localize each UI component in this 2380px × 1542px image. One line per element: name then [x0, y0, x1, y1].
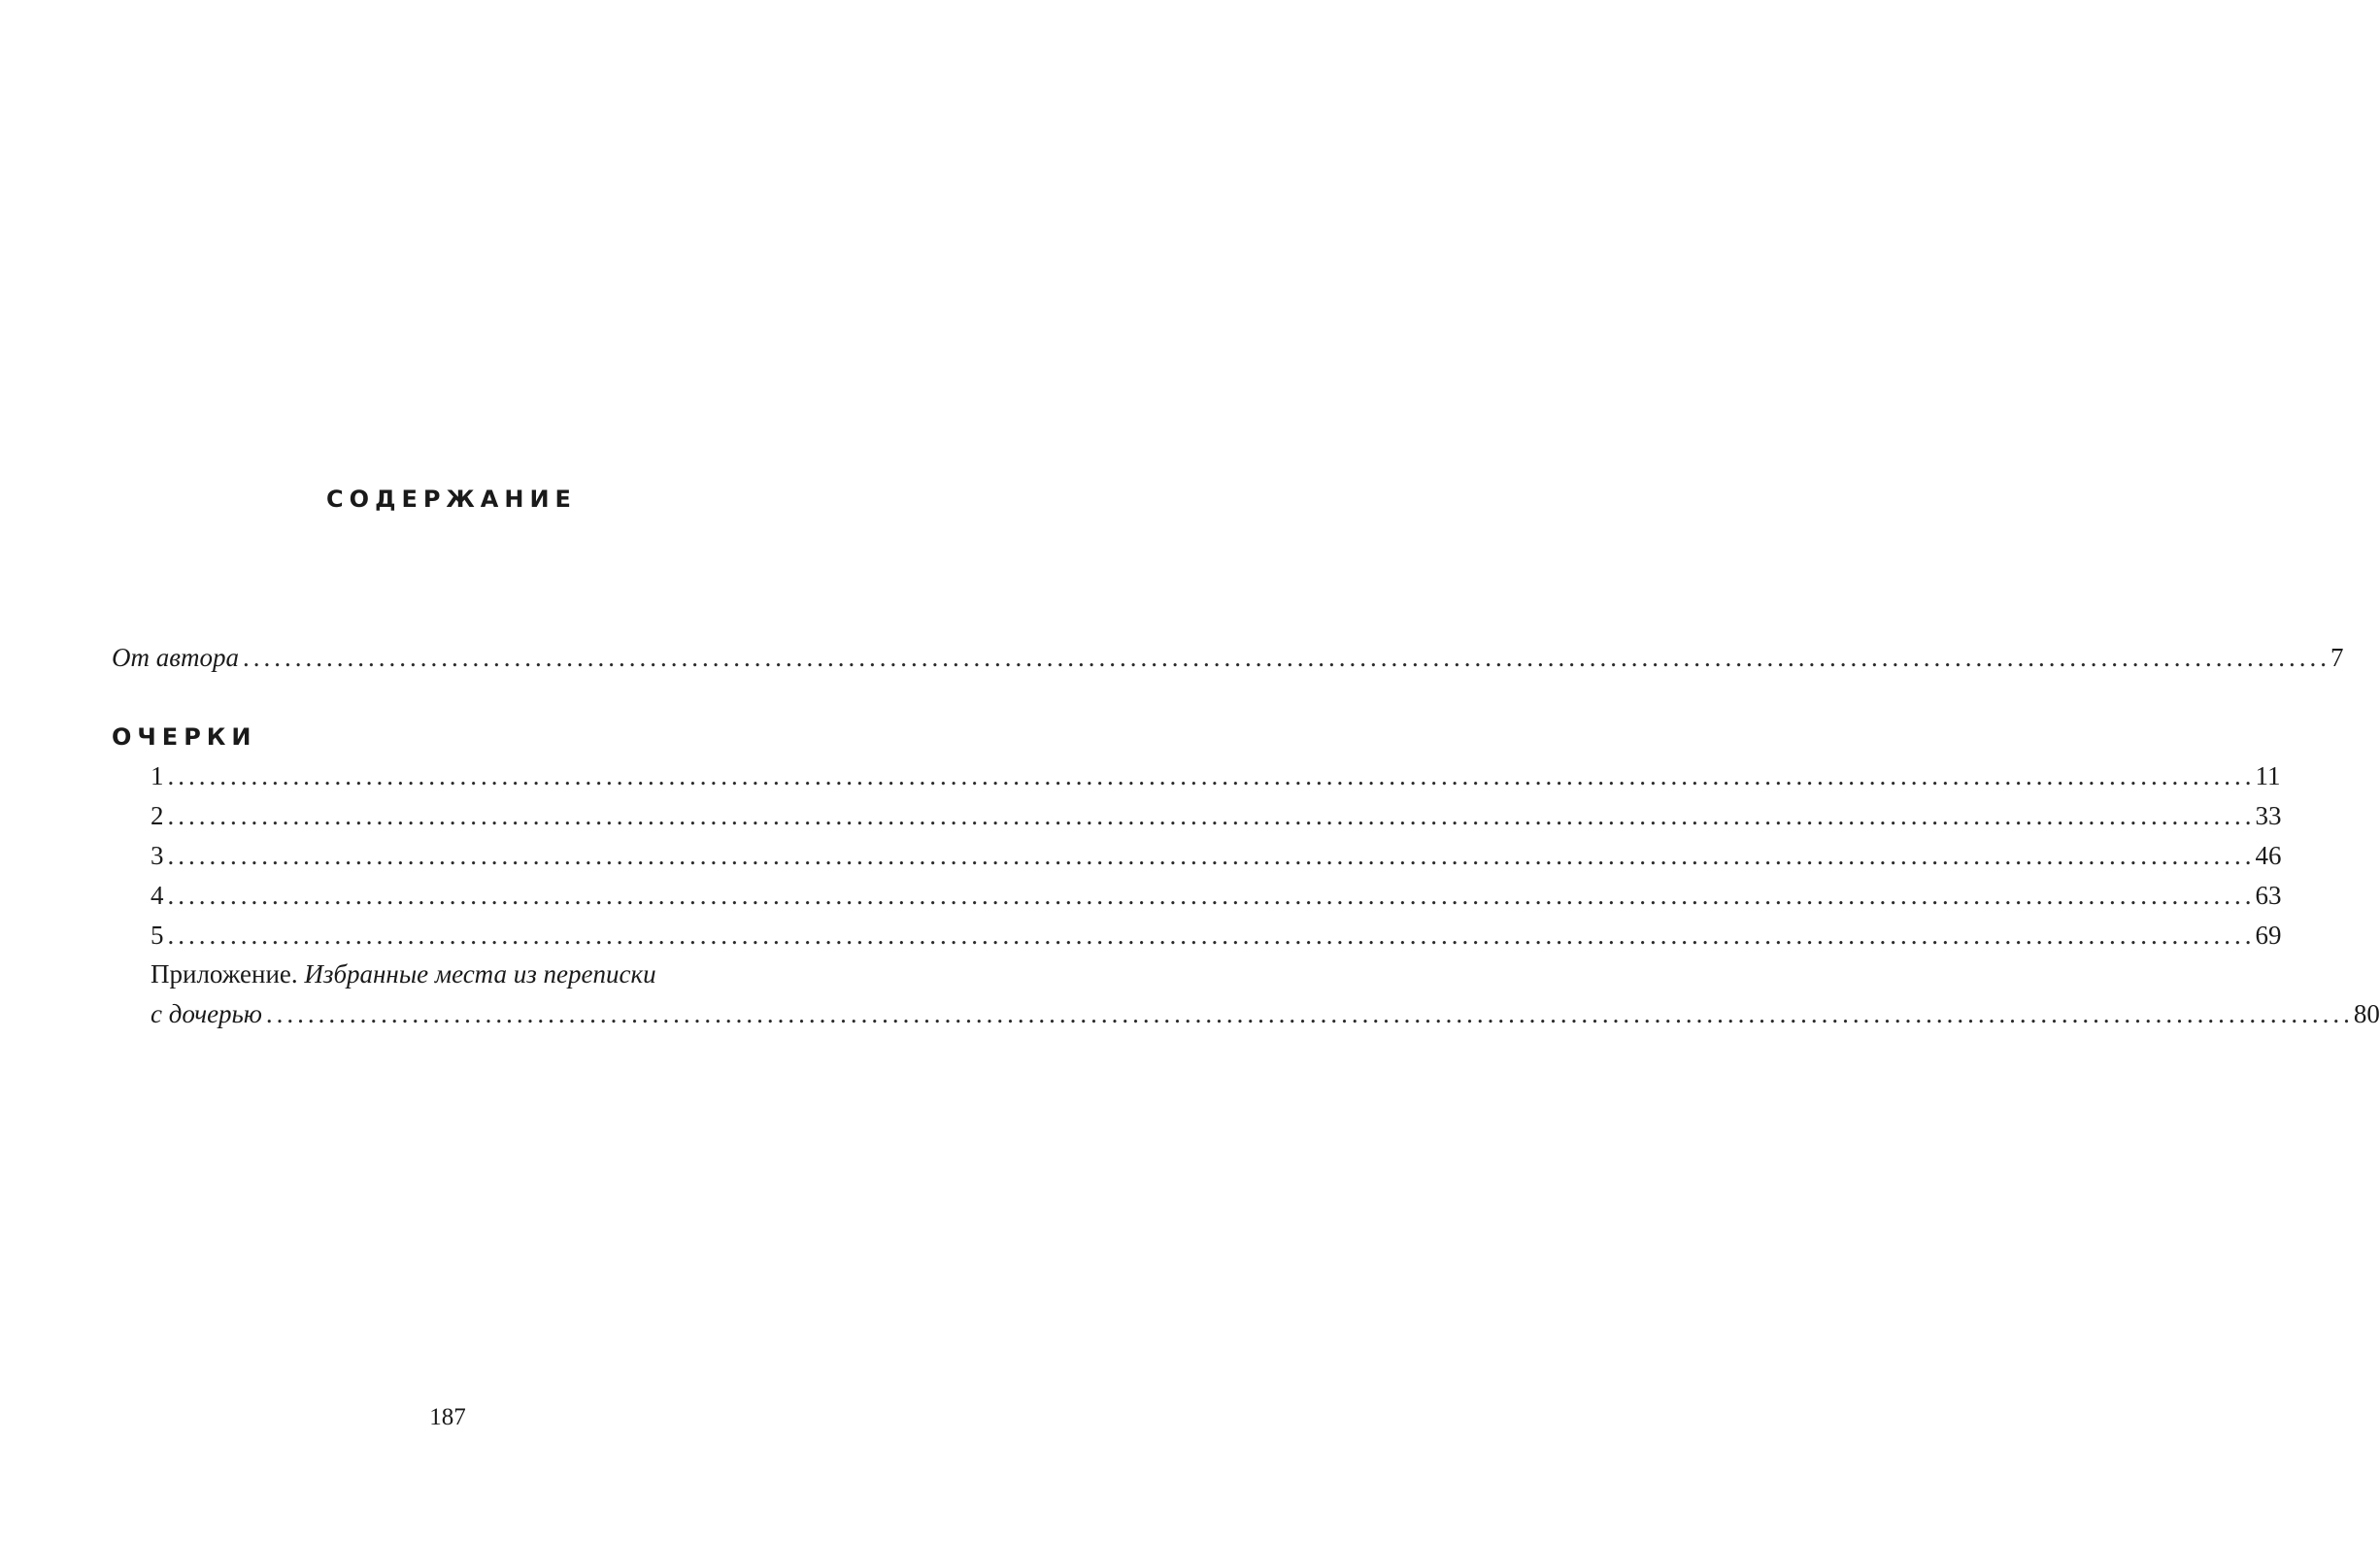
toc-entry-2 — [151, 798, 2282, 833]
appendix-title-line1: Избранные места из переписки — [304, 959, 656, 989]
toc-entry-page: 80 — [2353, 999, 2380, 1028]
leader-dots: ........................................................................................................................................................................................................ — [167, 921, 2256, 950]
toc-entry-label: с дочерью — [151, 999, 262, 1028]
leader-dots: ........................................................................................................................................................................................................ — [242, 643, 2330, 672]
section-heading: ОЧЕРКИ — [112, 723, 257, 751]
toc-entry-page: 63 — [2255, 881, 2282, 910]
toc-entry-appendix — [151, 996, 2380, 1031]
toc-entry-page: 69 — [2255, 921, 2282, 950]
appendix-prefix: Приложение. — [151, 959, 298, 989]
leader-dots: ........................................................................................................................................................................................................ — [265, 999, 2354, 1028]
leader-dots: ........................................................................................................................................................................................................ — [167, 841, 2256, 870]
toc-appendix-title — [151, 956, 656, 991]
toc-entry-page: 11 — [2255, 761, 2281, 790]
toc-entry-label: 5 — [151, 921, 164, 950]
toc-title: СОДЕРЖАНИЕ — [326, 486, 577, 513]
toc-entry-1 — [151, 758, 2281, 793]
leader-dots: ........................................................................................................................................................................................................ — [167, 761, 2256, 790]
toc-entry-5 — [151, 918, 2282, 953]
toc-entry-page: 46 — [2255, 841, 2282, 870]
toc-entry-label: 4 — [151, 881, 164, 910]
toc-entry-label: 2 — [151, 801, 164, 830]
toc-entry-4 — [151, 878, 2282, 913]
toc-entry-intro — [112, 640, 2344, 675]
toc-entry-label: 3 — [151, 841, 164, 870]
leader-dots: ........................................................................................................................................................................................................ — [167, 881, 2256, 910]
toc-entry-page: 33 — [2255, 801, 2282, 830]
toc-entry-label: От автора — [112, 643, 239, 672]
leader-dots: ........................................................................................................................................................................................................ — [167, 801, 2256, 830]
page-number: 187 — [429, 1404, 466, 1430]
toc-entry-page: 7 — [2330, 643, 2344, 672]
toc-entry-3 — [151, 838, 2282, 873]
toc-entry-label: 1 — [151, 761, 164, 790]
